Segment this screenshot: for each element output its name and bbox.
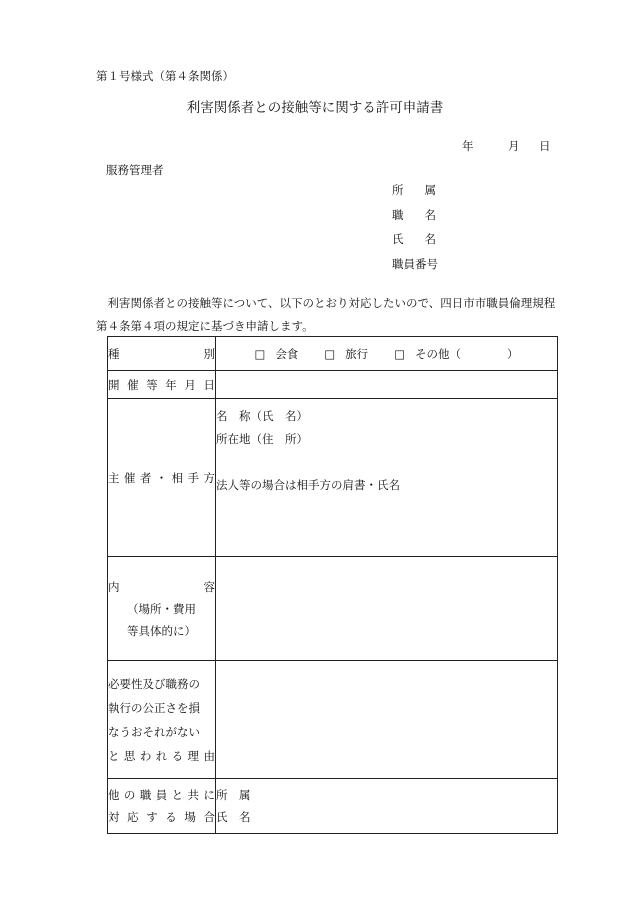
form-number: 第１号様式（第４条関係） xyxy=(96,69,234,83)
applicant-affiliation-row xyxy=(392,182,438,207)
checkbox-icon[interactable]: □ xyxy=(394,346,406,361)
content-row xyxy=(108,557,558,661)
date-month-label: 月 xyxy=(508,139,520,153)
addressee: 服務管理者 xyxy=(106,163,164,177)
host-row xyxy=(108,399,558,557)
applicant-name-row xyxy=(392,231,438,256)
host-address-label: 所在地（住 所） xyxy=(216,432,308,446)
reason-row xyxy=(108,661,558,779)
reason-field[interactable] xyxy=(216,661,558,779)
event-date-field[interactable] xyxy=(216,371,558,399)
host-label: 主 催 者 ・ 相 手 方 xyxy=(108,399,216,557)
date-day-label: 日 xyxy=(539,139,551,153)
reason-label: 必要性及び職務の 執行の公正さを損 なうおそれがない と 思 わ れ る 理 由 xyxy=(108,661,216,779)
other-staff-label: 他 の 職 員 と 共 に 対 応 す る 場 合 xyxy=(108,779,216,834)
intro-text: 利害関係者との接触等について、以下のとおり対応したいので、四日市市職員倫理規程第４条第４項の規定に基づき申請します。 xyxy=(96,296,556,333)
applicant-affiliation-label: 所 属 xyxy=(392,183,436,197)
applicant-position-row xyxy=(392,207,438,232)
kind-row xyxy=(108,337,558,371)
host-field[interactable] xyxy=(216,399,558,557)
date-year-label: 年 xyxy=(462,139,474,153)
date-line xyxy=(462,138,551,154)
host-name-label: 名 称（氏 名） xyxy=(216,409,308,423)
event-date-label: 開 催 等 年 月 日 xyxy=(108,371,216,399)
kind-option-dinner[interactable]: □ 会食 xyxy=(254,346,299,361)
kind-options xyxy=(216,337,558,371)
kind-option-other[interactable]: □ その他（ ） xyxy=(394,346,519,361)
applicant-employee-number-label: 職員番号 xyxy=(392,256,438,271)
other-staff-affiliation-label: 所 属 xyxy=(216,788,251,802)
content-field[interactable] xyxy=(216,557,558,661)
kind-option-travel[interactable]: □ 旅行 xyxy=(324,346,369,361)
applicant-block xyxy=(392,182,438,280)
checkbox-icon[interactable]: □ xyxy=(254,346,266,361)
application-table xyxy=(107,336,558,834)
other-staff-field[interactable] xyxy=(216,779,558,834)
checkbox-icon[interactable]: □ xyxy=(324,346,336,361)
event-date-row xyxy=(108,371,558,399)
kind-label: 種 別 xyxy=(108,337,216,371)
form-title: 利害関係者との接触等に関する許可申請書 xyxy=(186,100,444,116)
applicant-name-label: 氏 名 xyxy=(392,232,436,246)
other-staff-name-label: 氏 名 xyxy=(216,810,251,824)
applicant-position-label: 職 名 xyxy=(392,207,436,222)
other-staff-row xyxy=(108,779,558,834)
applicant-employee-number-row xyxy=(392,256,438,281)
content-label: 内 容 （場所・費用 等具体的に） xyxy=(108,557,216,661)
host-note: 法人等の場合は相手方の肩書・氏名 xyxy=(216,478,400,492)
